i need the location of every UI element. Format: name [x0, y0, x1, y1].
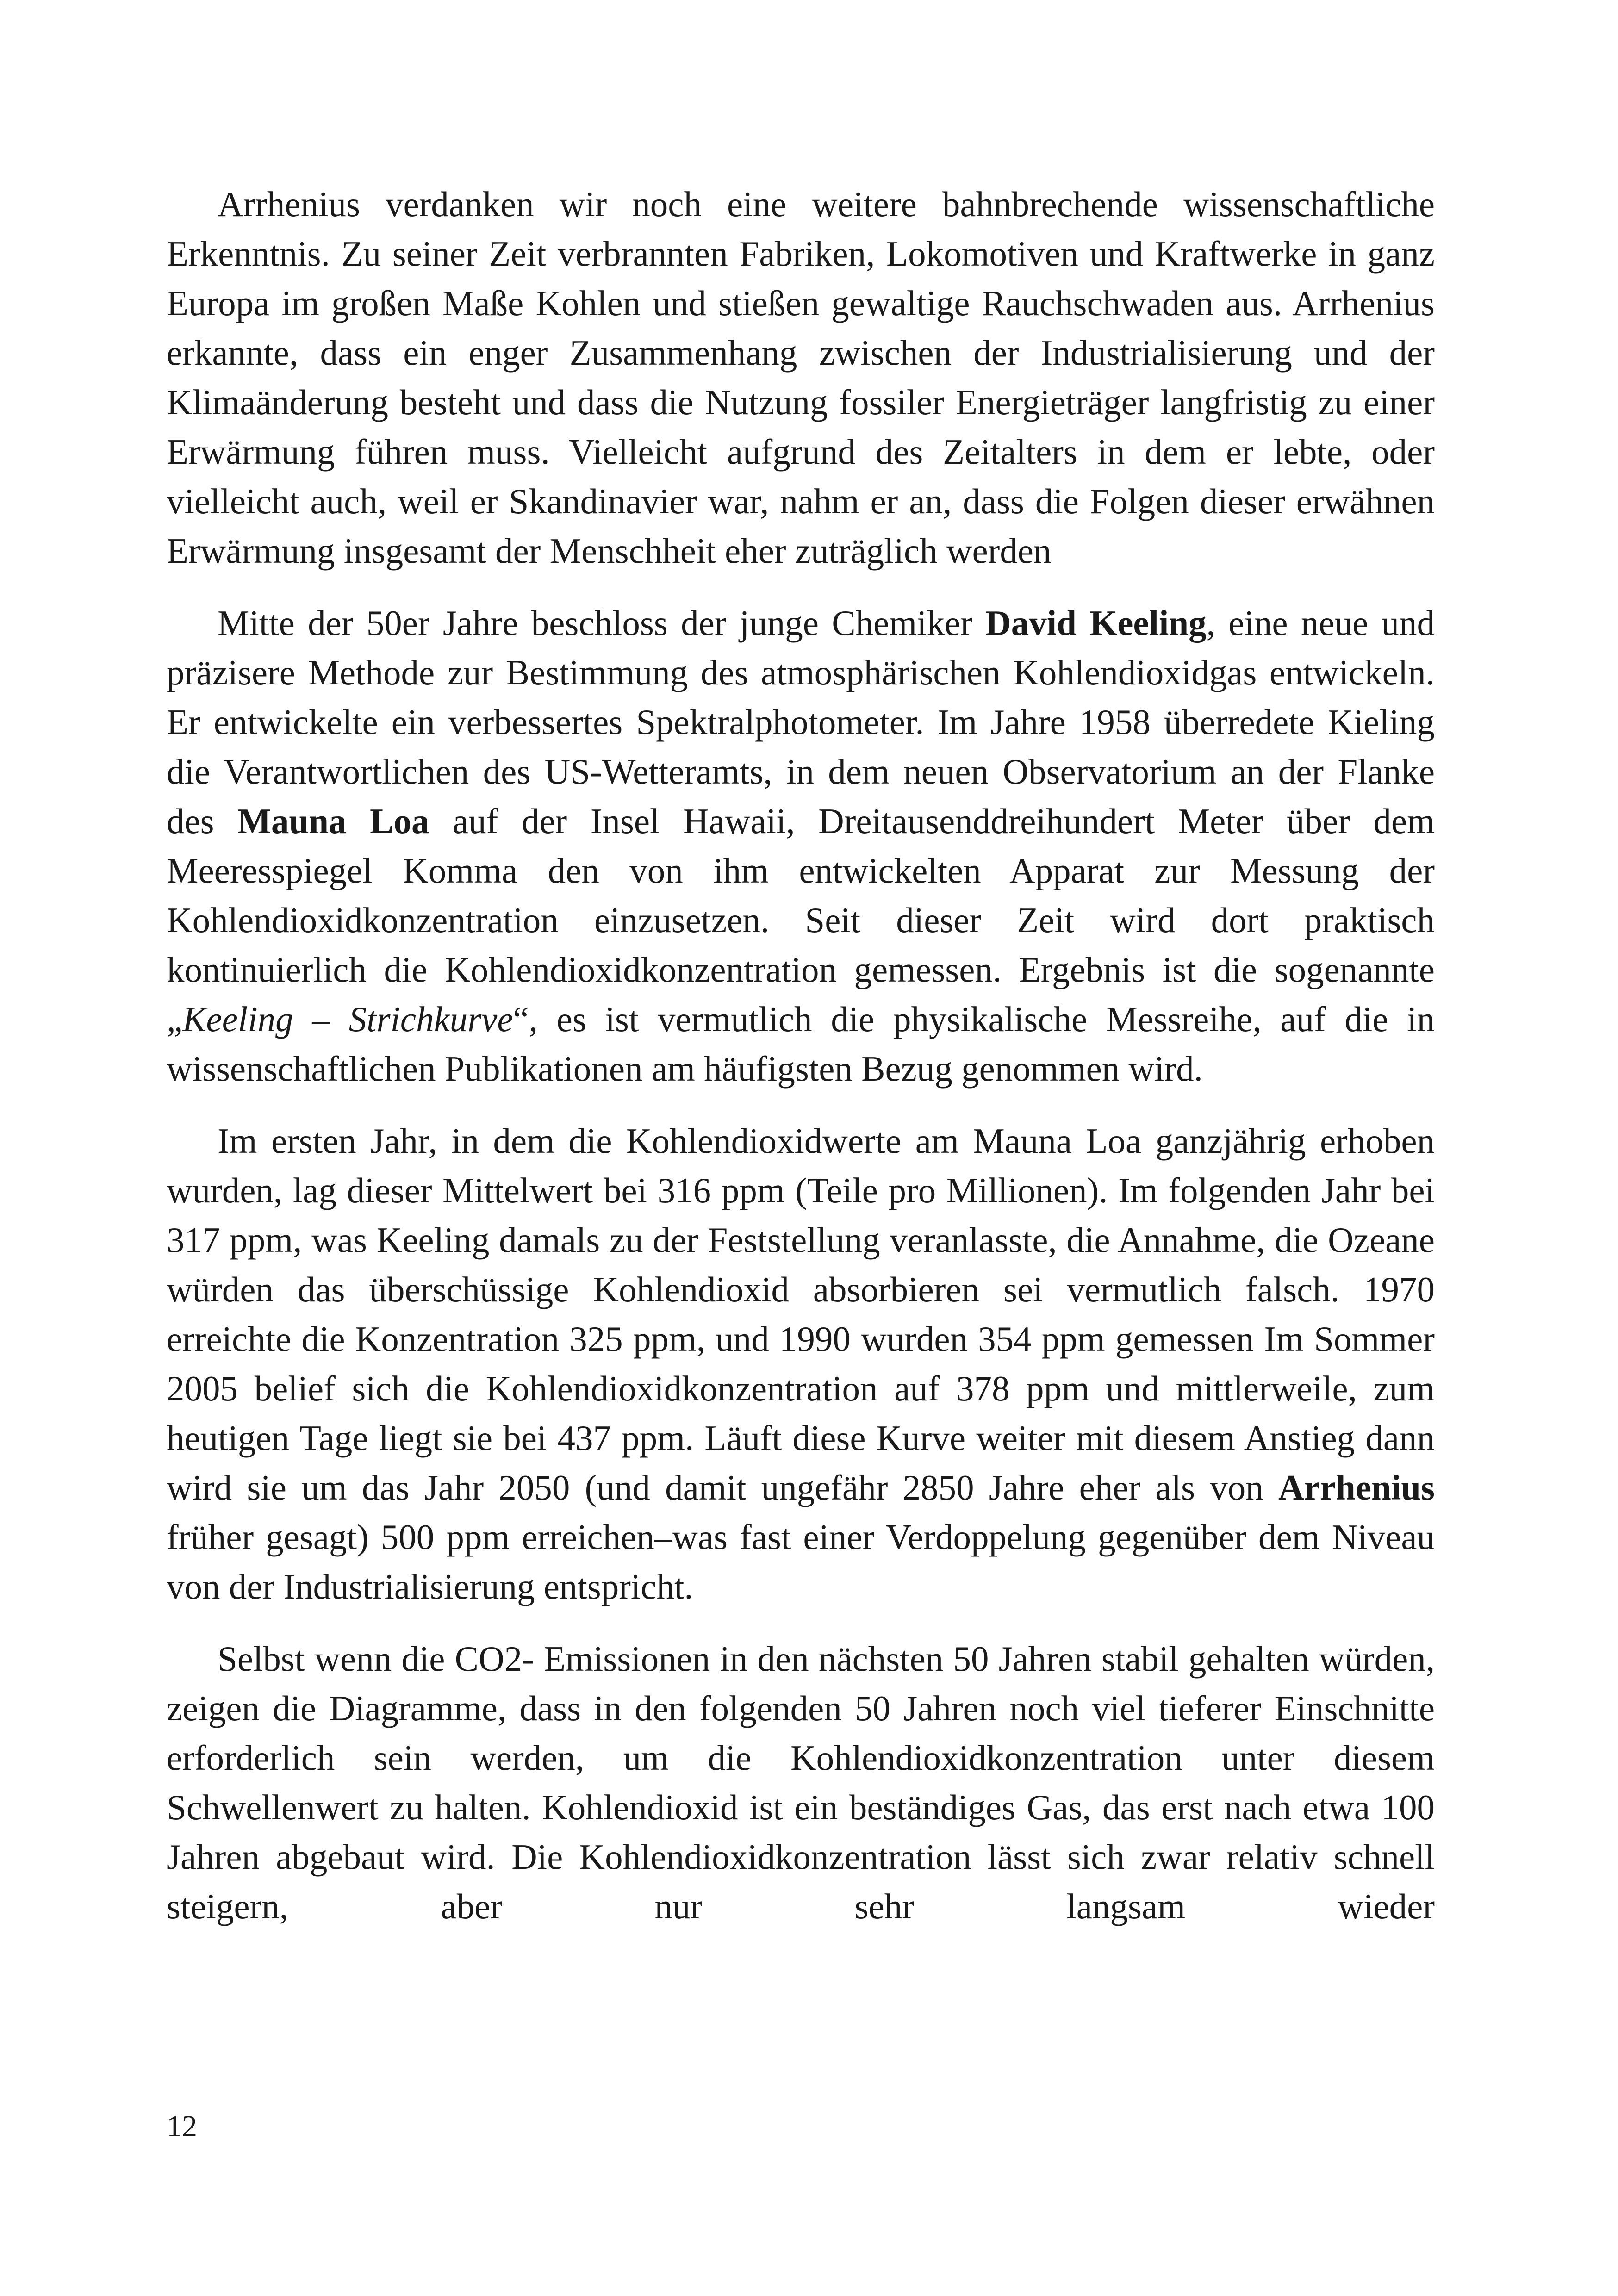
- paragraph-text: “, es ist vermutlich die physikalische Messreihe, auf die in wissenschaftlichen Publikationen am häufigsten Bezug genommen wird.: [167, 999, 1435, 1089]
- name-david-keeling: David Keeling: [985, 603, 1207, 643]
- term-keeling-curve: Keeling – Strichkurve: [182, 999, 513, 1039]
- paragraph-text: Selbst wenn die CO2- Emissionen in den nächsten 50 Jahren stabil gehalten würden, zeigen die Diagramme, dass in den folgenden 50 Jahren noch viel tieferer Einschnitte erforderlich sein werden, um die Kohlendioxidkonzentration unter diesem Schwellenwert zu halten. Kohlendioxid ist ein beständiges Gas, das erst nach etwa 100 Jahren abgebaut wird. Die Kohlendioxidkonzentration lässt sich zwar relativ schnell steigern, aber nur sehr langsam wieder: [167, 1639, 1435, 1926]
- paragraph-measurements: [167, 1116, 1435, 1612]
- paragraph-text: Arrhenius verdanken wir noch eine weitere bahnbrechende wissenschaftliche Erkenntnis. Zu seiner Zeit verbrannten Fabriken, Lokomotiven und Kraftwerke in ganz Europa im großen Maße Kohlen und stießen gewaltige Rauchschwaden aus. Arrhenius erkannte, dass ein enger Zusammenhang zwischen der Industrialisierung und der Klimaänderung besteht und dass die Nutzung fossiler Energieträger langfristig zu einer Erwärmung führen muss. Vielleicht aufgrund des Zeitalters in dem er lebte, oder vielleicht auch, weil er Skandinavier war, nahm er an, dass die Folgen dieser erwähnen Erwärmung insgesamt der Menschheit eher zuträglich werden: [167, 184, 1435, 571]
- paragraph-text: Mitte der 50er Jahre beschloss der junge Chemiker: [218, 603, 986, 643]
- page-number: 12: [167, 2109, 197, 2143]
- paragraph-text: Im ersten Jahr, in dem die Kohlendioxidwerte am Mauna Loa ganzjährig erhoben wurden, lag dieser Mittelwert bei 316 ppm (Teile pro Millionen). Im folgenden Jahr bei 317 ppm, was Keeling damals zu der Feststellung veranlasste, die Annahme, die Ozeane würden das überschüssige Kohlendioxid absorbieren sei vermutlich falsch. 1970 erreichte die Konzentration 325 ppm, und 1990 wurden 354 ppm gemessen Im Sommer 2005 belief sich die Kohlendioxidkonzentration auf 378 ppm und mittlerweile, zum heutigen Tage liegt sie bei 437 ppm. Läuft diese Kurve weiter mit diesem Anstieg dann wird sie um das Jahr 2050 (und damit ungefähr 2850 Jahre eher als von: [167, 1121, 1435, 1507]
- body-text: [167, 180, 1435, 1931]
- paragraph-arrhenius: [167, 180, 1435, 576]
- place-mauna-loa: Mauna Loa: [237, 801, 429, 841]
- paragraph-emissions: [167, 1634, 1435, 1931]
- paragraph-text: , eine neue und präzisere Methode zur Bestimmung des atmosphärischen Kohlendioxidgas entwickeln. Er entwickelte ein verbessertes Spektralphotometer. Im Jahre 1958 überredete Kieling die Verantwortlichen des US-Wetteramts, in dem neuen Observatorium an der Flanke des: [167, 603, 1435, 841]
- paragraph-text: früher gesagt) 500 ppm erreichen–was fast einer Verdoppelung gegenüber dem Niveau von der Industrialisierung entspricht.: [167, 1517, 1435, 1606]
- paragraph-keeling: [167, 598, 1435, 1094]
- paragraph-text: auf der Insel Hawaii, Dreitausenddreihundert Meter über dem Meeresspiegel Komma den von ihm entwickelten Apparat zur Messung der Kohlendioxidkonzentration einzusetzen. Seit dieser Zeit wird dort praktisch kontinuierlich die Kohlendioxidkonzentration gemessen. Ergebnis ist die sogenannte „: [167, 801, 1435, 1039]
- name-arrhenius: Arrhenius: [1278, 1468, 1435, 1507]
